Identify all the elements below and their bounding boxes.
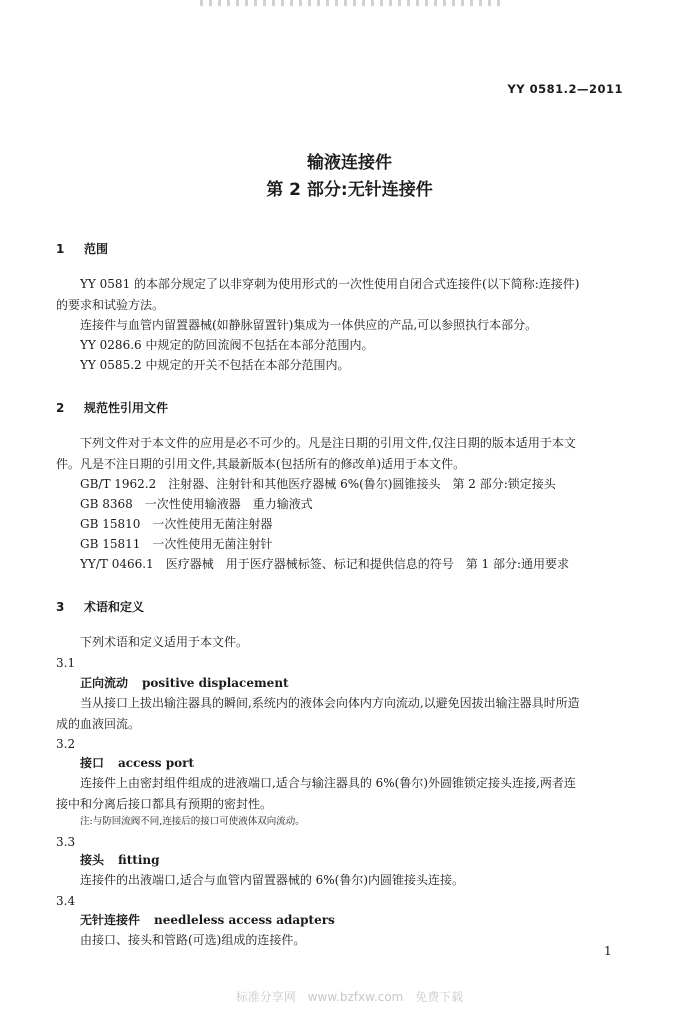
term-en: needleless access adapters <box>154 913 335 927</box>
term-number: 3.1 <box>56 656 76 670</box>
paragraph: 下列术语和定义适用于本文件。 <box>80 635 249 649</box>
page-number: 1 <box>604 944 612 958</box>
reference-item: YY/T 0466.1 医疗器械 用于医疗器械标签、标记和提供信息的符号 第 1 部分:通用要求 <box>80 557 570 571</box>
term-title <box>80 675 289 691</box>
paragraph: YY 0286.6 中规定的防回流阀不包括在本部分范围内。 <box>80 338 374 352</box>
reference-item: GB/T 1962.2 注射器、注射针和其他医疗器械 6%(鲁尔)圆锥接头 第 2 部分:锁定接头 <box>80 477 556 491</box>
term-cn: 接头 <box>80 853 105 867</box>
standard-code: YY 0581.2—2011 <box>507 82 623 96</box>
scan-noise <box>200 0 500 6</box>
section-3-heading <box>56 599 144 615</box>
section-2-heading <box>56 400 168 416</box>
term-title <box>80 755 194 771</box>
term-cn: 正向流动 <box>80 676 129 690</box>
paragraph: 下列文件对于本文件的应用是必不可少的。凡是注日期的引用文件,仅注日期的版本适用于本文 <box>80 436 576 450</box>
doc-title: 输液连接件 <box>307 153 392 173</box>
term-number: 3.2 <box>56 737 76 751</box>
term-cn: 无针连接件 <box>80 913 141 927</box>
paragraph: 的要求和试验方法。 <box>56 298 165 312</box>
section-number: 2 <box>56 401 65 415</box>
reference-item: GB 15810 一次性使用无菌注射器 <box>80 517 273 531</box>
term-title <box>80 852 160 868</box>
section-number: 1 <box>56 242 65 256</box>
term-en: access port <box>118 756 194 770</box>
reference-item: GB 8368 一次性使用输液器 重力输液式 <box>80 497 313 511</box>
term-en: positive displacement <box>142 676 289 690</box>
paragraph: YY 0585.2 中规定的开关不包括在本部分范围内。 <box>80 358 350 372</box>
term-number: 3.4 <box>56 894 76 908</box>
reference-item: GB 15811 一次性使用无菌注射针 <box>80 537 273 551</box>
section-title: 范围 <box>84 242 109 256</box>
term-definition: 成的血液回流。 <box>56 717 141 731</box>
term-definition: 连接件的出液端口,适合与血管内留置器械的 6%(鲁尔)内圆锥接头连接。 <box>80 873 465 887</box>
section-1-heading <box>56 241 108 257</box>
term-definition: 当从接口上拔出输注器具的瞬间,系统内的液体会向体内方向流动,以避免因拔出输注器具时所造 <box>80 696 580 710</box>
term-title <box>80 912 335 928</box>
term-definition: 由接口、接头和管路(可选)组成的连接件。 <box>80 933 306 947</box>
term-definition: 连接件上由密封组件组成的进液端口,适合与输注器具的 6%(鲁尔)外圆锥锁定接头连接,两者连 <box>80 776 576 790</box>
paragraph: YY 0581 的本部分规定了以非穿刺为使用形式的一次性使用自闭合式连接件(以下简称:连接件) <box>80 277 580 291</box>
term-en: fitting <box>118 853 160 867</box>
paragraph: 连接件与血管内留置器械(如静脉留置针)集成为一体供应的产品,可以参照执行本部分。 <box>80 318 538 332</box>
section-title: 术语和定义 <box>84 600 145 614</box>
section-title: 规范性引用文件 <box>84 401 169 415</box>
section-number: 3 <box>56 600 65 614</box>
term-note: 注:与防回流阀不同,连接后的接口可使液体双向流动。 <box>80 816 305 827</box>
term-cn: 接口 <box>80 756 105 770</box>
doc-subtitle: 第 2 部分:无针连接件 <box>266 180 433 200</box>
term-definition: 接中和分离后接口都具有预期的密封性。 <box>56 797 273 811</box>
watermark-footer: 标准分享网 www.bzfxw.com 免费下载 <box>235 990 464 1004</box>
term-number: 3.3 <box>56 835 76 849</box>
paragraph: 件。凡是不注日期的引用文件,其最新版本(包括所有的修改单)适用于本文件。 <box>56 457 466 471</box>
